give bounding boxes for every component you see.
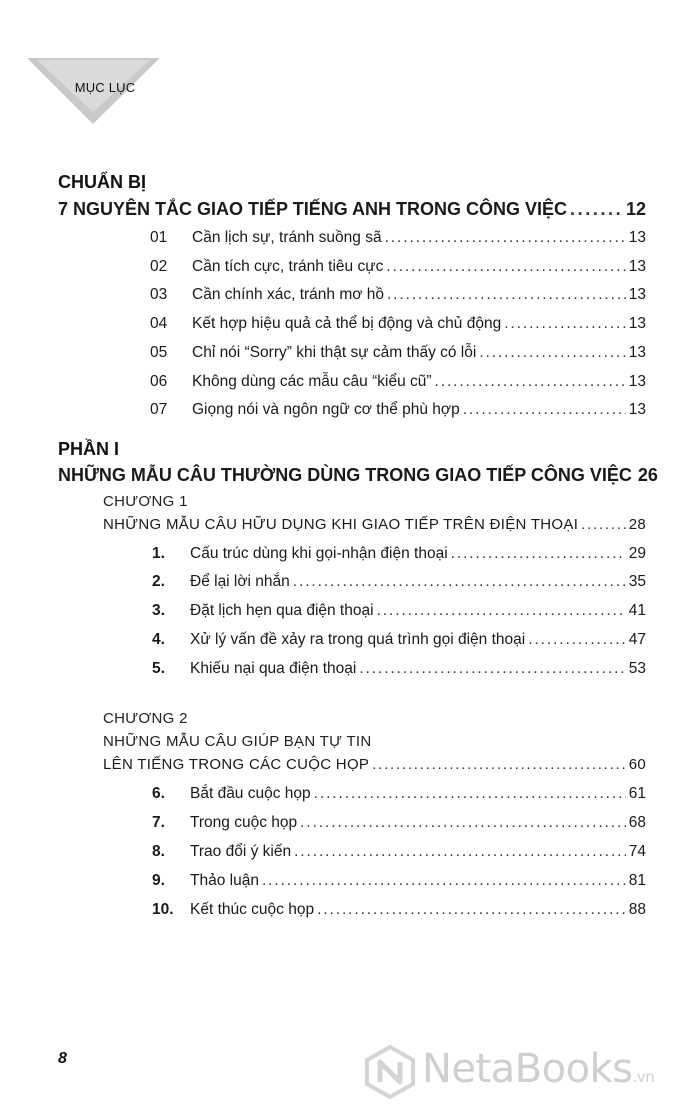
leader-dots <box>317 901 626 919</box>
watermark-text <box>422 1046 654 1092</box>
toc-item[interactable] <box>152 602 646 620</box>
leader-dots <box>387 286 626 304</box>
toc-item-page: 13 <box>628 401 646 418</box>
toc-item-page: 41 <box>628 602 646 619</box>
toc-item-label: Cần chính xác, tránh mơ hồ <box>192 286 384 303</box>
toc-item-page: 88 <box>628 901 646 918</box>
toc-item[interactable] <box>152 573 646 591</box>
header-triangle-decoration <box>0 0 700 140</box>
toc-item[interactable] <box>152 814 646 832</box>
toc-item-num: 04 <box>150 315 168 332</box>
prep-heading: CHUẨN BỊ <box>58 172 146 192</box>
toc-item-label: Giọng nói và ngôn ngữ cơ thể phù hợp <box>192 401 460 418</box>
toc-item-label: Xử lý vấn đề xảy ra trong quá trình gọi điện thoại <box>190 631 526 648</box>
toc-item[interactable] <box>150 286 646 304</box>
toc-item[interactable] <box>152 545 646 563</box>
toc-item-label: Cần tích cực, tránh tiêu cực <box>192 258 384 275</box>
toc-item-num: 01 <box>150 229 168 246</box>
prep-page: 12 <box>625 199 646 219</box>
toc-item[interactable] <box>150 315 646 333</box>
toc-item[interactable] <box>152 872 646 890</box>
leader-dots <box>504 315 626 333</box>
toc-item-page: 53 <box>628 660 646 677</box>
leader-dots <box>479 344 625 362</box>
chapter1-title: NHỮNG MẪU CÂU HỮU DỤNG KHI GIAO TIẾP TRÊN ĐIỆN THOẠI <box>103 516 579 533</box>
netabooks-logo-icon <box>362 1044 418 1100</box>
leader-dots <box>293 573 626 591</box>
toc-item-page: 13 <box>628 258 646 275</box>
toc-item-label: Để lại lời nhắn <box>190 573 290 590</box>
leader-dots <box>386 258 625 276</box>
toc-item-label: Bắt đầu cuộc họp <box>190 785 311 802</box>
leader-dots <box>435 373 626 391</box>
toc-item-num: 06 <box>150 373 168 390</box>
leader-dots <box>359 660 625 678</box>
toc-item-page: 35 <box>628 573 646 590</box>
toc-item-page: 13 <box>628 229 646 246</box>
toc-item-num: 2. <box>152 573 165 590</box>
toc-item-label: Khiếu nại qua điện thoại <box>190 660 357 677</box>
toc-item-num: 03 <box>150 286 168 303</box>
leader-dots <box>528 631 626 649</box>
toc-item-num: 5. <box>152 660 165 677</box>
toc-item-num: 1. <box>152 545 165 562</box>
chapter2-title-line1: NHỮNG MẪU CÂU GIÚP BẠN TỰ TIN <box>103 733 372 750</box>
toc-item-num: 9. <box>152 872 165 889</box>
leader-dots <box>570 199 623 220</box>
watermark <box>362 1040 682 1100</box>
toc-item-label: Cần lịch sự, tránh suồng sã <box>192 229 382 246</box>
toc-item[interactable] <box>152 843 646 861</box>
watermark-suffix: .vn <box>632 1068 655 1086</box>
toc-item-num: 7. <box>152 814 165 831</box>
toc-item-num: 4. <box>152 631 165 648</box>
leader-dots <box>262 872 626 890</box>
toc-item-num: 07 <box>150 401 168 418</box>
toc-item[interactable] <box>152 785 646 803</box>
leader-dots <box>314 785 626 803</box>
leader-dots <box>377 602 626 620</box>
leader-dots <box>294 843 626 861</box>
toc-item-page: 13 <box>628 344 646 361</box>
toc-item[interactable] <box>150 401 646 419</box>
toc-item-num: 6. <box>152 785 165 802</box>
toc-item[interactable] <box>150 344 646 362</box>
toc-item-label: Thảo luận <box>190 872 259 889</box>
toc-item-num: 8. <box>152 843 165 860</box>
toc-item-page: 13 <box>628 286 646 303</box>
chapter2-label: CHƯƠNG 2 <box>103 710 188 727</box>
toc-item-page: 29 <box>628 545 646 562</box>
chapter1-title-line[interactable] <box>103 516 646 533</box>
chapter1-page: 28 <box>628 516 646 533</box>
toc-item-label: Kết hợp hiệu quả cả thể bị động và chủ động <box>192 315 502 332</box>
toc-item-num: 10. <box>152 901 174 918</box>
toc-item-page: 13 <box>628 373 646 390</box>
toc-item-page: 13 <box>628 315 646 332</box>
leader-dots <box>300 814 626 832</box>
leader-dots <box>581 516 626 533</box>
toc-item[interactable] <box>152 901 646 919</box>
header-label: MỤC LỤC <box>74 80 136 95</box>
part1-title: NHỮNG MẪU CÂU THƯỜNG DÙNG TRONG GIAO TIẾP CÔNG VIỆC <box>58 465 632 485</box>
leader-dots <box>372 756 625 773</box>
prep-title: 7 NGUYÊN TẮC GIAO TIẾP TIẾNG ANH TRONG CÔNG VIỆC <box>58 199 568 219</box>
toc-item-label: Trao đổi ý kiến <box>190 843 292 860</box>
toc-item-num: 3. <box>152 602 165 619</box>
leader-dots <box>451 545 626 563</box>
leader-dots <box>463 401 626 419</box>
part1-heading: PHẦN I <box>58 439 120 459</box>
toc-item-num: 02 <box>150 258 168 275</box>
toc-item[interactable] <box>150 258 646 276</box>
toc-item[interactable] <box>150 229 646 247</box>
part1-title-line[interactable] <box>58 465 658 486</box>
chapter1-label: CHƯƠNG 1 <box>103 493 188 510</box>
toc-item-page: 61 <box>628 785 646 802</box>
toc-item-label: Chỉ nói “Sorry” khi thật sự cảm thấy có lỗi <box>192 344 477 361</box>
toc-item[interactable] <box>150 373 646 391</box>
toc-item-page: 68 <box>628 814 646 831</box>
toc-item-page: 47 <box>628 631 646 648</box>
leader-dots <box>385 229 626 247</box>
toc-item-label: Không dùng các mẫu câu “kiểu cũ” <box>192 373 432 390</box>
toc-item-page: 81 <box>628 872 646 889</box>
watermark-brand: NetaBooks <box>422 1046 633 1092</box>
part1-page: 26 <box>637 465 658 485</box>
chapter2-title-line[interactable] <box>103 756 646 773</box>
chapter2-title-line2: LÊN TIẾNG TRONG CÁC CUỘC HỌP <box>103 756 370 773</box>
toc-item-label: Kết thúc cuộc họp <box>190 901 315 918</box>
toc-item-num: 05 <box>150 344 168 361</box>
toc-item-label: Đặt lịch hẹn qua điện thoại <box>190 602 374 619</box>
toc-item-page: 74 <box>628 843 646 860</box>
prep-title-line[interactable] <box>58 199 646 220</box>
toc-item[interactable] <box>152 631 646 649</box>
toc-item-label: Trong cuộc họp <box>190 814 298 831</box>
toc-item-label: Cấu trúc dùng khi gọi-nhận điện thoại <box>190 545 448 562</box>
toc-item[interactable] <box>152 660 646 678</box>
page-number: 8 <box>58 1050 67 1067</box>
chapter2-page: 60 <box>628 756 646 773</box>
